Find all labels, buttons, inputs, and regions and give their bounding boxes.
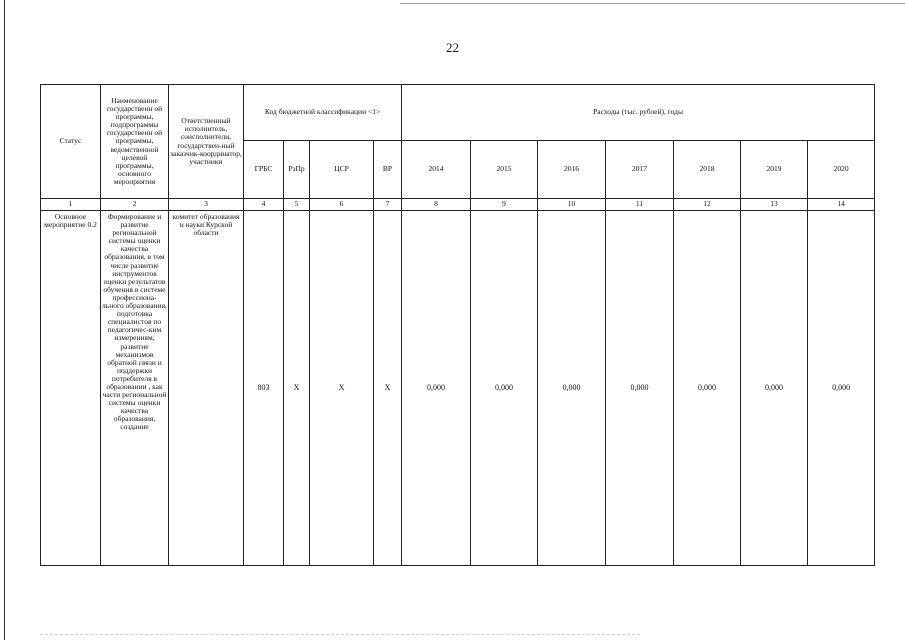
column-number: 14: [808, 199, 875, 211]
header-row-1: [41, 85, 875, 141]
column-number: 2: [101, 199, 169, 211]
row-value: 0,000: [808, 211, 875, 566]
column-number: 4: [244, 199, 284, 211]
header-expenses: Расходы (тыс. рублей), годы: [402, 85, 875, 141]
header-year: 2015: [471, 141, 538, 199]
column-number: 11: [606, 199, 674, 211]
column-number: 13: [741, 199, 808, 211]
table-row: [41, 211, 875, 566]
header-status: Статус: [41, 85, 101, 199]
header-year: 2016: [538, 141, 606, 199]
row-value: 0,000: [741, 211, 808, 566]
budget-table: [40, 84, 875, 566]
header-grbs: ГРБС: [244, 141, 284, 199]
row-csr: Х: [310, 211, 374, 566]
column-number: 10: [538, 199, 606, 211]
row-name: Формирование и развитие региональной системы оценки качества образования, в том числе развитие инструментов оценки результатов обучения в системе профессиона-льного образования, подготовка специалистов по педагогичес-ким измерениям, развитие механизмов обратной связи и поддержки потребителя в образовании , как части региональной системы оценки качества образования, создание: [101, 211, 169, 566]
header-name: Наименование государственн ой программы, подпрограммы государственн ой программы, ведомственной целевой программы, основного мероприятия: [101, 85, 169, 199]
row-vr: Х: [374, 211, 402, 566]
row-executor: комитет образования и науки Курской области: [169, 211, 244, 566]
scan-top-line: [400, 3, 905, 4]
column-number: 12: [674, 199, 741, 211]
row-value: 0,000: [606, 211, 674, 566]
header-year: 2019: [741, 141, 808, 199]
row-value: 0,000: [674, 211, 741, 566]
header-year: 2018: [674, 141, 741, 199]
header-executor: Ответственный исполнитель, соисполнители, государствен-ный заказчик-координатор, участники: [169, 85, 244, 199]
header-vr: ВР: [374, 141, 402, 199]
header-year: 2020: [808, 141, 875, 199]
page-number: 22: [446, 40, 459, 55]
row-rzpr: Х: [284, 211, 310, 566]
column-number: 8: [402, 199, 471, 211]
column-number-row: [41, 199, 875, 211]
page-left-edge: [4, 0, 5, 640]
row-grbs: 803: [244, 211, 284, 566]
row-value: 0,000: [471, 211, 538, 566]
header-year: 2014: [402, 141, 471, 199]
row-value: 0,000: [538, 211, 606, 566]
column-number: 6: [310, 199, 374, 211]
header-budget-code: Код бюджетной классификации <1>: [244, 85, 402, 141]
row-status: Основное мероприятие 0.2: [41, 211, 101, 566]
column-number: 9: [471, 199, 538, 211]
column-number: 5: [284, 199, 310, 211]
column-number: 3: [169, 199, 244, 211]
row-value: 0,000: [402, 211, 471, 566]
scan-bottom-artifact: [40, 634, 640, 637]
header-csr: ЦСР: [310, 141, 374, 199]
header-rzpr: РзПр: [284, 141, 310, 199]
column-number: 7: [374, 199, 402, 211]
column-number: 1: [41, 199, 101, 211]
header-year: 2017: [606, 141, 674, 199]
